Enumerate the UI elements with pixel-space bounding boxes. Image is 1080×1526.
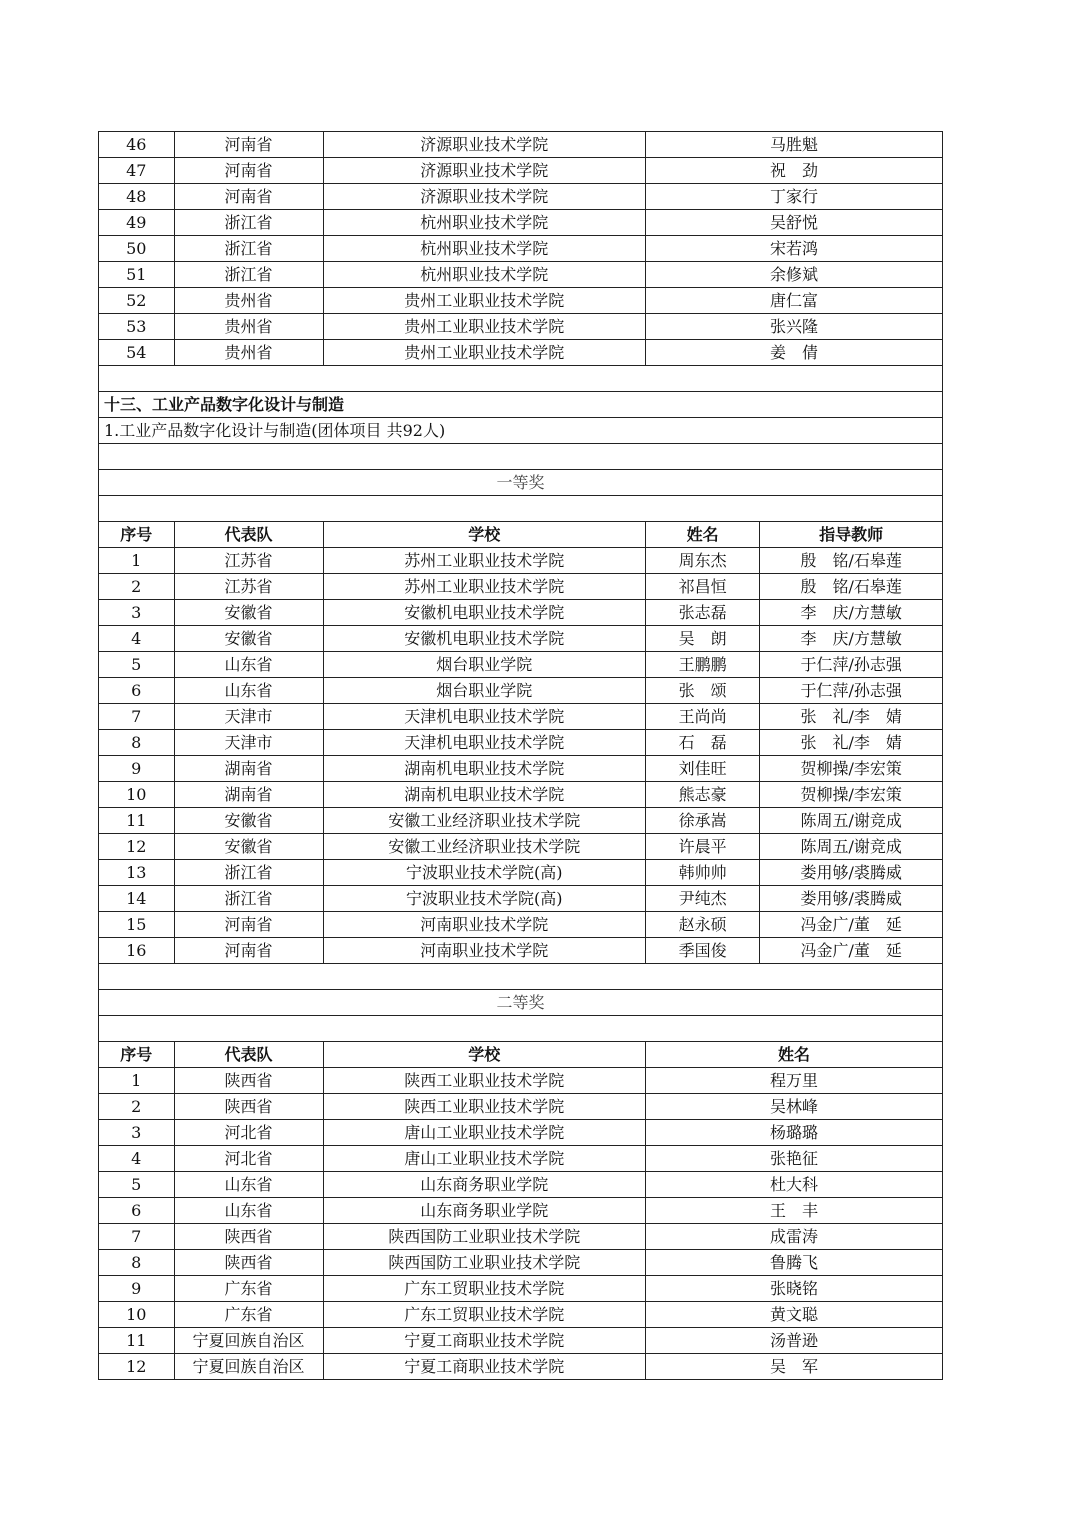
table-row xyxy=(99,1354,943,1380)
cell-index: 3 xyxy=(99,600,175,626)
cell-school: 宁波职业技术学院(高) xyxy=(323,860,645,886)
cell-index: 1 xyxy=(99,1068,175,1094)
cell-advisor: 殷 铭/石皋莲 xyxy=(760,574,943,600)
cell-name: 张晓铭 xyxy=(645,1276,942,1302)
cell-school: 济源职业技术学院 xyxy=(323,158,645,184)
table-row xyxy=(99,574,943,600)
cell-name: 尹纯杰 xyxy=(645,886,759,912)
cell-school: 杭州职业技术学院 xyxy=(323,262,645,288)
column-header: 代表队 xyxy=(174,1042,323,1068)
second-prize-title: 二等奖 xyxy=(99,990,943,1016)
cell-index: 52 xyxy=(99,288,175,314)
cell-name: 杜大科 xyxy=(645,1172,942,1198)
blank-cell xyxy=(99,444,943,470)
section-title: 十三、工业产品数字化设计与制造 xyxy=(99,392,943,418)
cell-index: 51 xyxy=(99,262,175,288)
cell-school: 安徽工业经济职业技术学院 xyxy=(323,808,645,834)
cell-team: 贵州省 xyxy=(174,288,323,314)
cell-name: 王 丰 xyxy=(645,1198,942,1224)
first-prize-title: 一等奖 xyxy=(99,470,943,496)
table-row xyxy=(99,1276,943,1302)
cell-team: 江苏省 xyxy=(174,574,323,600)
cell-school: 安徽机电职业技术学院 xyxy=(323,600,645,626)
cell-team: 河南省 xyxy=(174,132,323,158)
blank-row xyxy=(99,1016,943,1042)
cell-name: 唐仁富 xyxy=(645,288,942,314)
table-row xyxy=(99,184,943,210)
cell-school: 陕西国防工业职业技术学院 xyxy=(323,1250,645,1276)
column-header: 姓名 xyxy=(645,522,759,548)
cell-team: 安徽省 xyxy=(174,808,323,834)
cell-team: 陕西省 xyxy=(174,1094,323,1120)
cell-team: 贵州省 xyxy=(174,314,323,340)
cell-name: 丁家行 xyxy=(645,184,942,210)
cell-index: 15 xyxy=(99,912,175,938)
cell-school: 唐山工业职业技术学院 xyxy=(323,1120,645,1146)
cell-team: 安徽省 xyxy=(174,834,323,860)
cell-index: 9 xyxy=(99,1276,175,1302)
cell-team: 安徽省 xyxy=(174,626,323,652)
table-row xyxy=(99,314,943,340)
results-sheet xyxy=(98,131,943,1380)
table-row xyxy=(99,1198,943,1224)
subsection-title-row xyxy=(99,418,943,444)
cell-index: 13 xyxy=(99,860,175,886)
column-header: 学校 xyxy=(323,1042,645,1068)
header-row xyxy=(99,522,943,548)
cell-school: 山东商务职业学院 xyxy=(323,1198,645,1224)
cell-school: 唐山工业职业技术学院 xyxy=(323,1146,645,1172)
blank-row xyxy=(99,366,943,392)
cell-name: 吴 朗 xyxy=(645,626,759,652)
cell-name: 汤普逊 xyxy=(645,1328,942,1354)
cell-team: 湖南省 xyxy=(174,782,323,808)
cell-index: 53 xyxy=(99,314,175,340)
cell-index: 5 xyxy=(99,652,175,678)
cell-school: 烟台职业学院 xyxy=(323,652,645,678)
table-row xyxy=(99,1094,943,1120)
table-row xyxy=(99,782,943,808)
cell-team: 浙江省 xyxy=(174,886,323,912)
cell-school: 济源职业技术学院 xyxy=(323,132,645,158)
cell-team: 广东省 xyxy=(174,1276,323,1302)
cell-team: 安徽省 xyxy=(174,600,323,626)
cell-index: 10 xyxy=(99,1302,175,1328)
cell-school: 济源职业技术学院 xyxy=(323,184,645,210)
results-table xyxy=(98,131,943,1380)
header-row xyxy=(99,1042,943,1068)
cell-index: 12 xyxy=(99,834,175,860)
cell-index: 54 xyxy=(99,340,175,366)
cell-team: 贵州省 xyxy=(174,340,323,366)
subsection-title: 1.工业产品数字化设计与制造(团体项目 共92人) xyxy=(99,418,943,444)
cell-index: 4 xyxy=(99,1146,175,1172)
cell-advisor: 李 庆/方慧敏 xyxy=(760,626,943,652)
table-row xyxy=(99,548,943,574)
cell-team: 宁夏回族自治区 xyxy=(174,1328,323,1354)
cell-name: 张艳征 xyxy=(645,1146,942,1172)
cell-team: 山东省 xyxy=(174,652,323,678)
blank-cell xyxy=(99,496,943,522)
cell-index: 7 xyxy=(99,704,175,730)
cell-name: 黄文聪 xyxy=(645,1302,942,1328)
cell-school: 宁夏工商职业技术学院 xyxy=(323,1354,645,1380)
cell-school: 湖南机电职业技术学院 xyxy=(323,782,645,808)
cell-school: 烟台职业学院 xyxy=(323,678,645,704)
table-row xyxy=(99,860,943,886)
cell-school: 陕西工业职业技术学院 xyxy=(323,1094,645,1120)
cell-advisor: 陈周五/谢竞成 xyxy=(760,834,943,860)
cell-school: 苏州工业职业技术学院 xyxy=(323,548,645,574)
cell-school: 天津机电职业技术学院 xyxy=(323,730,645,756)
table-row xyxy=(99,600,943,626)
cell-index: 6 xyxy=(99,1198,175,1224)
cell-school: 陕西国防工业职业技术学院 xyxy=(323,1224,645,1250)
cell-index: 10 xyxy=(99,782,175,808)
cell-school: 陕西工业职业技术学院 xyxy=(323,1068,645,1094)
section-title-row xyxy=(99,392,943,418)
award-title-row xyxy=(99,990,943,1016)
cell-advisor: 张 礼/李 婧 xyxy=(760,730,943,756)
table-row xyxy=(99,1224,943,1250)
cell-name: 余修斌 xyxy=(645,262,942,288)
table-row xyxy=(99,288,943,314)
cell-advisor: 张 礼/李 婧 xyxy=(760,704,943,730)
cell-team: 河南省 xyxy=(174,912,323,938)
cell-advisor: 贺柳操/李宏策 xyxy=(760,756,943,782)
cell-advisor: 殷 铭/石皋莲 xyxy=(760,548,943,574)
blank-row xyxy=(99,964,943,990)
cell-school: 天津机电职业技术学院 xyxy=(323,704,645,730)
cell-name: 许晨平 xyxy=(645,834,759,860)
cell-team: 河南省 xyxy=(174,158,323,184)
cell-name: 刘佳旺 xyxy=(645,756,759,782)
table-row xyxy=(99,158,943,184)
cell-school: 宁波职业技术学院(高) xyxy=(323,886,645,912)
cell-team: 天津市 xyxy=(174,704,323,730)
cell-team: 山东省 xyxy=(174,678,323,704)
table-row xyxy=(99,834,943,860)
cell-index: 7 xyxy=(99,1224,175,1250)
cell-team: 河北省 xyxy=(174,1146,323,1172)
cell-team: 天津市 xyxy=(174,730,323,756)
cell-advisor: 娄用够/裘腾威 xyxy=(760,860,943,886)
cell-name: 祝 劲 xyxy=(645,158,942,184)
cell-school: 山东商务职业学院 xyxy=(323,1172,645,1198)
cell-name: 张志磊 xyxy=(645,600,759,626)
cell-name: 韩帅帅 xyxy=(645,860,759,886)
cell-index: 1 xyxy=(99,548,175,574)
cell-index: 8 xyxy=(99,1250,175,1276)
cell-name: 季国俊 xyxy=(645,938,759,964)
cell-name: 张 颂 xyxy=(645,678,759,704)
cell-index: 50 xyxy=(99,236,175,262)
cell-school: 苏州工业职业技术学院 xyxy=(323,574,645,600)
cell-advisor: 贺柳操/李宏策 xyxy=(760,782,943,808)
cell-school: 宁夏工商职业技术学院 xyxy=(323,1328,645,1354)
cell-team: 陕西省 xyxy=(174,1068,323,1094)
cell-index: 2 xyxy=(99,574,175,600)
cell-school: 河南职业技术学院 xyxy=(323,912,645,938)
cell-name: 熊志豪 xyxy=(645,782,759,808)
cell-advisor: 娄用够/裘腾威 xyxy=(760,886,943,912)
cell-school: 贵州工业职业技术学院 xyxy=(323,314,645,340)
cell-index: 4 xyxy=(99,626,175,652)
cell-index: 47 xyxy=(99,158,175,184)
cell-name: 鲁腾飞 xyxy=(645,1250,942,1276)
cell-team: 宁夏回族自治区 xyxy=(174,1354,323,1380)
column-header: 学校 xyxy=(323,522,645,548)
column-header: 姓名 xyxy=(645,1042,942,1068)
cell-team: 河南省 xyxy=(174,938,323,964)
cell-advisor: 李 庆/方慧敏 xyxy=(760,600,943,626)
cell-index: 16 xyxy=(99,938,175,964)
table-row xyxy=(99,340,943,366)
cell-team: 山东省 xyxy=(174,1198,323,1224)
cell-name: 成雷涛 xyxy=(645,1224,942,1250)
table-row xyxy=(99,1302,943,1328)
table-row xyxy=(99,626,943,652)
cell-index: 8 xyxy=(99,730,175,756)
table-row xyxy=(99,1120,943,1146)
cell-team: 广东省 xyxy=(174,1302,323,1328)
cell-advisor: 冯金广/董 延 xyxy=(760,938,943,964)
cell-team: 山东省 xyxy=(174,1172,323,1198)
cell-team: 陕西省 xyxy=(174,1224,323,1250)
table-row xyxy=(99,730,943,756)
cell-index: 14 xyxy=(99,886,175,912)
cell-name: 张兴隆 xyxy=(645,314,942,340)
cell-school: 湖南机电职业技术学院 xyxy=(323,756,645,782)
blank-cell xyxy=(99,366,943,392)
cell-name: 程万里 xyxy=(645,1068,942,1094)
table-row xyxy=(99,886,943,912)
table-row xyxy=(99,262,943,288)
cell-name: 徐承嵩 xyxy=(645,808,759,834)
cell-advisor: 陈周五/谢竞成 xyxy=(760,808,943,834)
blank-row xyxy=(99,444,943,470)
table-row xyxy=(99,236,943,262)
table-row xyxy=(99,938,943,964)
cell-name: 祁昌恒 xyxy=(645,574,759,600)
blank-cell xyxy=(99,1016,943,1042)
cell-name: 马胜魁 xyxy=(645,132,942,158)
cell-index: 11 xyxy=(99,808,175,834)
table-row xyxy=(99,1068,943,1094)
cell-index: 49 xyxy=(99,210,175,236)
blank-row xyxy=(99,496,943,522)
cell-team: 江苏省 xyxy=(174,548,323,574)
cell-school: 杭州职业技术学院 xyxy=(323,210,645,236)
cell-name: 吴 军 xyxy=(645,1354,942,1380)
table-row xyxy=(99,912,943,938)
cell-team: 浙江省 xyxy=(174,210,323,236)
column-header: 指导教师 xyxy=(760,522,943,548)
table-row xyxy=(99,1146,943,1172)
column-header: 序号 xyxy=(99,522,175,548)
cell-school: 安徽机电职业技术学院 xyxy=(323,626,645,652)
cell-advisor: 冯金广/董 延 xyxy=(760,912,943,938)
column-header: 代表队 xyxy=(174,522,323,548)
cell-name: 赵永硕 xyxy=(645,912,759,938)
cell-team: 浙江省 xyxy=(174,236,323,262)
cell-school: 贵州工业职业技术学院 xyxy=(323,340,645,366)
cell-school: 杭州职业技术学院 xyxy=(323,236,645,262)
cell-name: 王尚尚 xyxy=(645,704,759,730)
cell-team: 陕西省 xyxy=(174,1250,323,1276)
cell-index: 9 xyxy=(99,756,175,782)
cell-name: 吴林峰 xyxy=(645,1094,942,1120)
cell-name: 周东杰 xyxy=(645,548,759,574)
cell-name: 宋若鸿 xyxy=(645,236,942,262)
table-row xyxy=(99,652,943,678)
table-row xyxy=(99,1328,943,1354)
cell-team: 河北省 xyxy=(174,1120,323,1146)
cell-index: 12 xyxy=(99,1354,175,1380)
cell-index: 48 xyxy=(99,184,175,210)
cell-team: 浙江省 xyxy=(174,262,323,288)
table-row xyxy=(99,1172,943,1198)
cell-index: 6 xyxy=(99,678,175,704)
cell-school: 广东工贸职业技术学院 xyxy=(323,1302,645,1328)
table-row xyxy=(99,132,943,158)
cell-name: 王鹏鹏 xyxy=(645,652,759,678)
results-table-body xyxy=(99,132,943,1380)
table-row xyxy=(99,756,943,782)
cell-index: 46 xyxy=(99,132,175,158)
cell-school: 河南职业技术学院 xyxy=(323,938,645,964)
table-row xyxy=(99,210,943,236)
award-title-row xyxy=(99,470,943,496)
cell-name: 石 磊 xyxy=(645,730,759,756)
cell-school: 安徽工业经济职业技术学院 xyxy=(323,834,645,860)
cell-team: 河南省 xyxy=(174,184,323,210)
cell-name: 吴舒悦 xyxy=(645,210,942,236)
cell-school: 广东工贸职业技术学院 xyxy=(323,1276,645,1302)
column-header: 序号 xyxy=(99,1042,175,1068)
table-row xyxy=(99,808,943,834)
cell-name: 杨璐璐 xyxy=(645,1120,942,1146)
cell-team: 湖南省 xyxy=(174,756,323,782)
table-row xyxy=(99,1250,943,1276)
cell-advisor: 于仁萍/孙志强 xyxy=(760,678,943,704)
cell-index: 3 xyxy=(99,1120,175,1146)
cell-team: 浙江省 xyxy=(174,860,323,886)
cell-index: 5 xyxy=(99,1172,175,1198)
blank-cell xyxy=(99,964,943,990)
table-row xyxy=(99,704,943,730)
cell-index: 11 xyxy=(99,1328,175,1354)
table-row xyxy=(99,678,943,704)
cell-advisor: 于仁萍/孙志强 xyxy=(760,652,943,678)
cell-school: 贵州工业职业技术学院 xyxy=(323,288,645,314)
cell-name: 姜 倩 xyxy=(645,340,942,366)
cell-index: 2 xyxy=(99,1094,175,1120)
